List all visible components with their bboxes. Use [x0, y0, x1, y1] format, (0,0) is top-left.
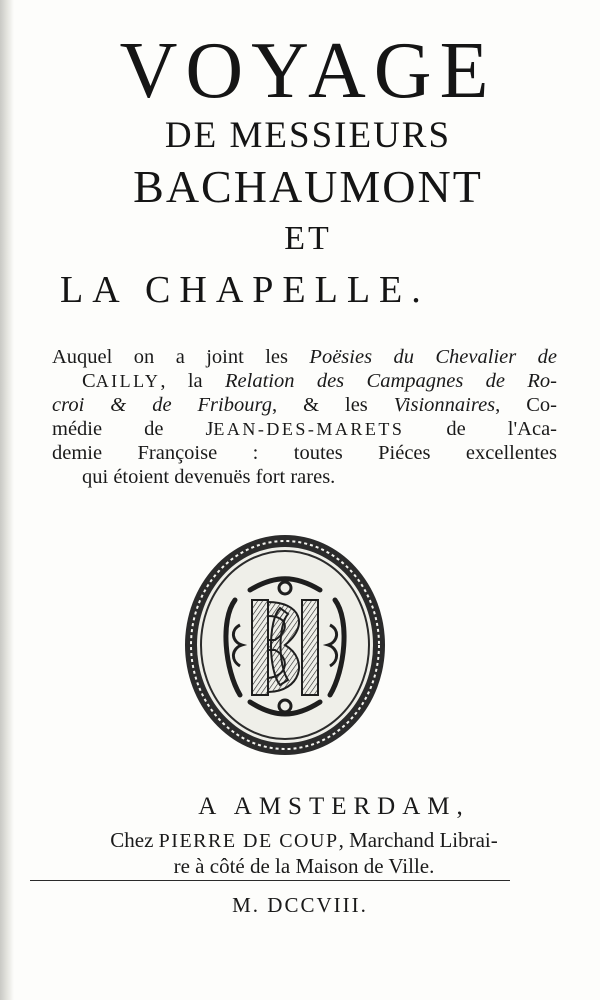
description-text: C: [82, 370, 96, 392]
imprint-address: re à côté de la Maison de Ville.: [173, 854, 435, 878]
title-et: ET: [284, 220, 332, 257]
title-voyage: VOYAGE: [119, 27, 497, 115]
divider-rule: [30, 880, 510, 881]
description-italic: Relation des Campagnes de Ro-: [225, 370, 557, 392]
imprint-city: A AMSTERDAM,: [198, 793, 470, 820]
description-text: , la: [160, 370, 226, 392]
description-text: de l'Aca-: [404, 418, 557, 440]
title-de-messieurs: DE MESSIEURS: [164, 115, 452, 156]
description-text: médie de J: [52, 418, 214, 440]
description-text: , Co-: [495, 394, 558, 416]
monogram-medallion-icon: [180, 530, 390, 760]
imprint-publisher: [24, 828, 584, 879]
description-text: , & les: [271, 394, 394, 416]
imprint-block: [24, 790, 584, 879]
imprint-date: M. DCCVIII.: [232, 893, 368, 917]
description-smallcaps: AILLY: [95, 371, 161, 391]
imprint-text: Chez: [110, 828, 159, 852]
description-smallcaps: EAN-DES-MARETS: [213, 419, 405, 439]
description-italic: Visionnaires: [393, 394, 496, 416]
description-text: Auquel on a joint les: [52, 346, 310, 368]
title-bachaumont: BACHAUMONT: [133, 161, 483, 212]
description-line: [52, 369, 557, 393]
description-line: [52, 345, 557, 369]
title-block: [28, 28, 588, 318]
description-line: qui étoient devenuës fort rares.: [82, 466, 336, 488]
imprint-text: , Marchand Librai-: [338, 828, 498, 852]
description-italic: croi & de Fribourg: [52, 394, 272, 416]
description-italic: Poësies du Chevalier de: [309, 346, 557, 368]
description-line: [52, 417, 557, 441]
title-la-chapelle: LA CHAPELLE.: [60, 269, 430, 311]
description-line: demie Françoise : toutes Piéces excellentes: [52, 442, 557, 464]
description-paragraph: [52, 345, 557, 489]
publisher-name: PIERRE DE COUP: [158, 830, 339, 852]
page-binding-edge: [0, 0, 14, 1000]
description-line: [52, 393, 557, 417]
